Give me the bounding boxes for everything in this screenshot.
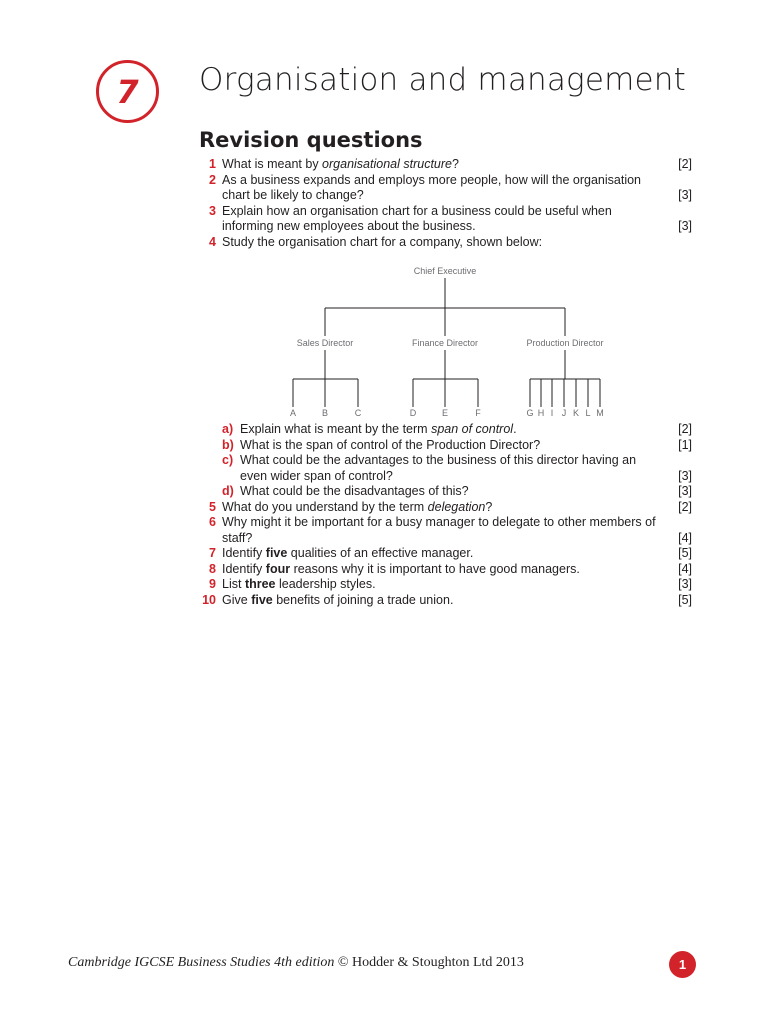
chart-staff-label: F bbox=[475, 408, 481, 418]
chapter-number-badge bbox=[96, 60, 159, 123]
sub-question-marks: [2] bbox=[678, 422, 692, 436]
text-run: qualities of an effective manager. bbox=[287, 546, 474, 560]
text-run: benefits of joining a trade union. bbox=[272, 592, 454, 607]
question-number: 4 bbox=[209, 234, 216, 249]
section-title: Revision questions bbox=[199, 128, 423, 152]
chart-staff-label: A bbox=[289, 408, 297, 418]
question-marks: [5] bbox=[678, 592, 692, 607]
text-run: span of control bbox=[431, 422, 514, 436]
chart-staff-label: E bbox=[441, 408, 449, 418]
question-marks: [3] bbox=[678, 188, 692, 202]
questions-bottom bbox=[196, 500, 696, 609]
question-marks: [4] bbox=[678, 561, 692, 576]
chart-staff-label: K bbox=[572, 408, 580, 418]
sub-question-text bbox=[240, 484, 696, 500]
text-run: three bbox=[244, 577, 276, 591]
sub-question-marks: [3] bbox=[678, 484, 692, 498]
chart-staff-label: I bbox=[550, 408, 554, 418]
sub-question-b bbox=[196, 438, 696, 454]
text-run: What do you understand by the term bbox=[222, 499, 428, 514]
question-text bbox=[222, 562, 696, 578]
text-run: As a business expands and employs more people, how will the organisation chart be likely to change? bbox=[222, 172, 641, 202]
sub-question-letter: a) bbox=[222, 422, 234, 436]
question-text bbox=[222, 515, 696, 546]
chart-root-label: Chief Executive bbox=[413, 266, 477, 276]
chart-director-label: Finance Director bbox=[411, 338, 479, 348]
question-3 bbox=[196, 204, 696, 235]
chart-staff-label: J bbox=[561, 408, 567, 418]
question-text bbox=[222, 546, 696, 562]
question-number: 5 bbox=[209, 499, 216, 514]
text-run: Why might it be important for a busy manager to delegate to other members of staff? bbox=[222, 515, 656, 545]
sub-question-text bbox=[240, 453, 696, 484]
question-marks: [2] bbox=[678, 157, 692, 171]
text-run: five bbox=[265, 546, 288, 560]
question-marks: [5] bbox=[678, 546, 692, 560]
sub-question-letter: c) bbox=[222, 453, 234, 467]
sub-question-marks: [3] bbox=[678, 468, 692, 483]
question-text bbox=[222, 204, 696, 235]
question-2 bbox=[196, 173, 696, 204]
text-run: Explain how an organisation chart for a business could be useful when informing new employees about the business. bbox=[222, 203, 612, 233]
text-run: . bbox=[513, 422, 517, 436]
question-1 bbox=[196, 157, 696, 173]
page-number: 1 bbox=[669, 951, 696, 978]
question-text bbox=[222, 593, 696, 609]
organisation-chart bbox=[280, 262, 620, 422]
text-run: delegation bbox=[427, 499, 486, 514]
sub-question-letter: b) bbox=[222, 437, 234, 452]
chart-staff-label: M bbox=[596, 408, 604, 418]
sub-questions bbox=[196, 422, 696, 500]
question-number: 10 bbox=[202, 592, 216, 607]
sub-question-c bbox=[196, 453, 696, 484]
question-8 bbox=[196, 562, 696, 578]
text-run: organisational structure bbox=[322, 157, 452, 171]
footer bbox=[68, 955, 524, 971]
text-run: What is meant by bbox=[222, 157, 323, 171]
text-run: reasons why it is important to have good managers. bbox=[290, 561, 580, 576]
question-number: 1 bbox=[209, 157, 216, 171]
question-marks: [3] bbox=[678, 577, 692, 591]
sub-question-marks: [1] bbox=[678, 437, 692, 452]
chart-staff-label: D bbox=[409, 408, 417, 418]
text-run: What is the span of control of the Production Director? bbox=[240, 437, 541, 452]
question-10 bbox=[196, 593, 696, 609]
chart-staff-label: G bbox=[526, 408, 534, 418]
question-marks: [3] bbox=[678, 219, 692, 233]
question-9 bbox=[196, 577, 696, 593]
text-run: leadership styles. bbox=[275, 577, 376, 591]
sub-question-a bbox=[196, 422, 696, 438]
text-run: ? bbox=[485, 499, 493, 514]
text-run: What could be the disadvantages of this? bbox=[240, 484, 469, 498]
question-number: 7 bbox=[209, 546, 216, 560]
question-marks: [2] bbox=[678, 499, 692, 514]
question-text bbox=[222, 173, 696, 204]
question-number: 3 bbox=[209, 203, 216, 218]
text-run: Identify bbox=[222, 561, 266, 576]
question-5 bbox=[196, 500, 696, 516]
question-text bbox=[222, 577, 696, 593]
text-run: Give bbox=[222, 592, 252, 607]
question-number: 9 bbox=[209, 577, 216, 591]
chart-staff-label: L bbox=[585, 408, 591, 418]
text-run: Identify bbox=[222, 546, 266, 560]
text-run: Study the organisation chart for a company, shown below: bbox=[222, 234, 543, 249]
text-run: List bbox=[222, 577, 245, 591]
chart-staff-label: H bbox=[537, 408, 545, 418]
question-text bbox=[222, 500, 696, 516]
sub-question-d bbox=[196, 484, 696, 500]
question-6 bbox=[196, 515, 696, 546]
chart-staff-label: C bbox=[354, 408, 362, 418]
question-7 bbox=[196, 546, 696, 562]
question-marks: [4] bbox=[678, 530, 692, 545]
question-number: 2 bbox=[209, 172, 216, 187]
sub-question-letter: d) bbox=[222, 484, 234, 498]
sub-question-text bbox=[240, 438, 696, 454]
question-number: 6 bbox=[209, 515, 216, 529]
text-run: What could be the advantages to the business of this director having an even wider span of control? bbox=[240, 453, 637, 483]
page-title: Organisation and management bbox=[199, 62, 687, 98]
text-run: five bbox=[251, 592, 273, 607]
question-number: 8 bbox=[209, 561, 216, 576]
footer-book-title: Cambridge IGCSE Business Studies 4th edition bbox=[68, 955, 335, 970]
chart-director-label: Sales Director bbox=[296, 338, 354, 348]
chart-director-label: Production Director bbox=[526, 338, 604, 348]
question-text bbox=[222, 157, 696, 173]
text-run: ? bbox=[451, 157, 459, 171]
text-run: Explain what is meant by the term bbox=[240, 422, 432, 436]
chart-staff-label: B bbox=[321, 408, 329, 418]
text-run: four bbox=[265, 561, 291, 576]
chapter-number: 7 bbox=[116, 72, 139, 111]
sub-question-text bbox=[240, 422, 696, 438]
questions-top bbox=[196, 157, 696, 250]
question-text bbox=[222, 235, 696, 251]
question-4 bbox=[196, 235, 696, 251]
footer-copyright: © Hodder & Stoughton Ltd 2013 bbox=[334, 955, 524, 970]
